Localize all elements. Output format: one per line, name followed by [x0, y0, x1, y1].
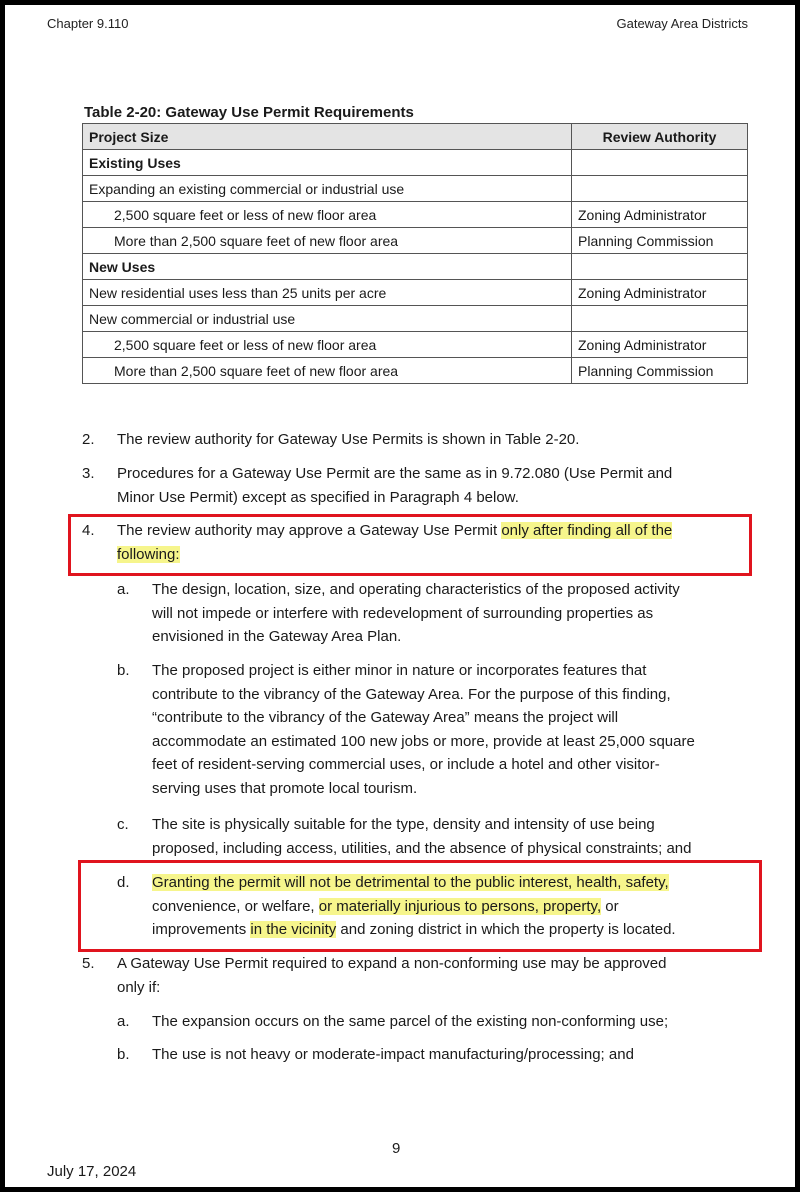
highlighted-text: following: [117, 545, 180, 563]
page-number: 9 [392, 1140, 401, 1157]
list-text [152, 578, 680, 649]
row-group-label: New Uses [83, 254, 572, 280]
text-line: serving uses that promote local tourism. [152, 779, 418, 797]
table-cell [572, 254, 748, 280]
table-row [83, 228, 748, 254]
permit-requirements-table [82, 123, 748, 384]
text-line: only if: [117, 978, 161, 996]
text-line: The design, location, size, and operating characteristics of the proposed activity [152, 581, 680, 598]
list-letter: c. [117, 816, 129, 833]
text-span: improvements [152, 921, 251, 938]
text-line: feet of resident-serving commercial uses, or include a hotel and other visitor- [152, 756, 660, 773]
list-letter: a. [117, 1013, 130, 1030]
table-cell: Zoning Administrator [572, 202, 748, 228]
text-line: The proposed project is either minor in nature or incorporates features that [152, 662, 647, 679]
list-text [152, 659, 695, 800]
list-text: The expansion occurs on the same parcel of the existing non-conforming use; [152, 1013, 669, 1030]
list-text [152, 813, 692, 860]
table-title: Table 2-20: Gateway Use Permit Requirements [84, 104, 414, 121]
table-row [83, 358, 748, 384]
table-cell: More than 2,500 square feet of new floor area [83, 358, 572, 384]
highlighted-text: in the vicinity [250, 921, 337, 938]
text-span: convenience, or welfare, [152, 897, 319, 915]
text-line: Procedures for a Gateway Use Permit are the same as in 9.72.080 (Use Permit and [117, 465, 673, 482]
list-text [152, 871, 676, 942]
text-line: “contribute to the vibrancy of the Gateway Area” means the project will [152, 709, 619, 726]
text-line: Minor Use Permit) except as specified in Paragraph 4 below. [117, 488, 519, 506]
highlighted-text: or materially injurious to persons, property, [318, 897, 602, 915]
text-line [152, 871, 676, 895]
text-line [152, 918, 676, 942]
table-cell: Zoning Administrator [572, 280, 748, 306]
list-text [117, 519, 672, 566]
table-cell [572, 176, 748, 202]
column-header-project-size: Project Size [83, 124, 572, 150]
footer-date: July 17, 2024 [47, 1163, 137, 1180]
text-span: and zoning district in which the property is located. [336, 921, 676, 938]
text-line: A Gateway Use Permit required to expand a non-conforming use may be approved [117, 955, 667, 972]
list-text: The use is not heavy or moderate-impact manufacturing/processing; and [152, 1046, 634, 1063]
table-cell: Expanding an existing commercial or industrial use [83, 176, 572, 202]
text-span: The review authority may approve a Gateway Use Permit [117, 522, 502, 539]
list-letter: b. [117, 662, 130, 679]
list-text: The review authority for Gateway Use Permits is shown in Table 2-20. [117, 431, 580, 448]
table-row [83, 150, 748, 176]
highlighted-text: Granting the permit will not be detrimental to the public interest, health, safety, [152, 874, 669, 891]
table-row [83, 280, 748, 306]
table-row [83, 176, 748, 202]
table-cell: New residential uses less than 25 units per acre [83, 280, 572, 306]
table-row [83, 332, 748, 358]
list-number: 2. [82, 431, 95, 448]
row-group-label: Existing Uses [83, 150, 572, 176]
table-cell: Planning Commission [572, 358, 748, 384]
list-text [117, 462, 672, 509]
text-line [152, 895, 676, 919]
text-line [117, 543, 672, 567]
text-line: envisioned in the Gateway Area Plan. [152, 628, 402, 645]
highlighted-text: only after finding all of the [501, 522, 673, 539]
table-cell: Planning Commission [572, 228, 748, 254]
column-header-review-authority: Review Authority [572, 124, 748, 150]
list-letter: d. [117, 874, 130, 891]
table-cell: Zoning Administrator [572, 332, 748, 358]
table-cell [572, 150, 748, 176]
table-cell [572, 306, 748, 332]
text-line: contribute to the vibrancy of the Gateway Area. For the purpose of this finding, [152, 685, 671, 703]
text-line [117, 519, 672, 543]
list-number: 5. [82, 955, 95, 972]
list-number: 3. [82, 465, 95, 482]
text-span: or [601, 897, 619, 915]
table-cell: 2,500 square feet or less of new floor area [83, 202, 572, 228]
list-letter: b. [117, 1046, 130, 1063]
text-line: The site is physically suitable for the type, density and intensity of use being [152, 816, 655, 833]
table-cell: More than 2,500 square feet of new floor area [83, 228, 572, 254]
table-cell: 2,500 square feet or less of new floor area [83, 332, 572, 358]
text-line: proposed, including access, utilities, and the absence of physical constraints; and [152, 839, 692, 857]
table-row [83, 306, 748, 332]
header-section-title: Gateway Area Districts [616, 16, 748, 31]
table-cell: New commercial or industrial use [83, 306, 572, 332]
table-row [83, 254, 748, 280]
list-number: 4. [82, 522, 95, 539]
list-letter: a. [117, 581, 130, 598]
text-line: accommodate an estimated 100 new jobs or more, provide at least 25,000 square [152, 732, 695, 750]
header-chapter: Chapter 9.110 [47, 16, 129, 31]
table-header-row [83, 124, 748, 150]
table-row [83, 202, 748, 228]
list-text [117, 952, 666, 999]
text-line: will not impede or interfere with redevelopment of surrounding properties as [152, 604, 654, 622]
